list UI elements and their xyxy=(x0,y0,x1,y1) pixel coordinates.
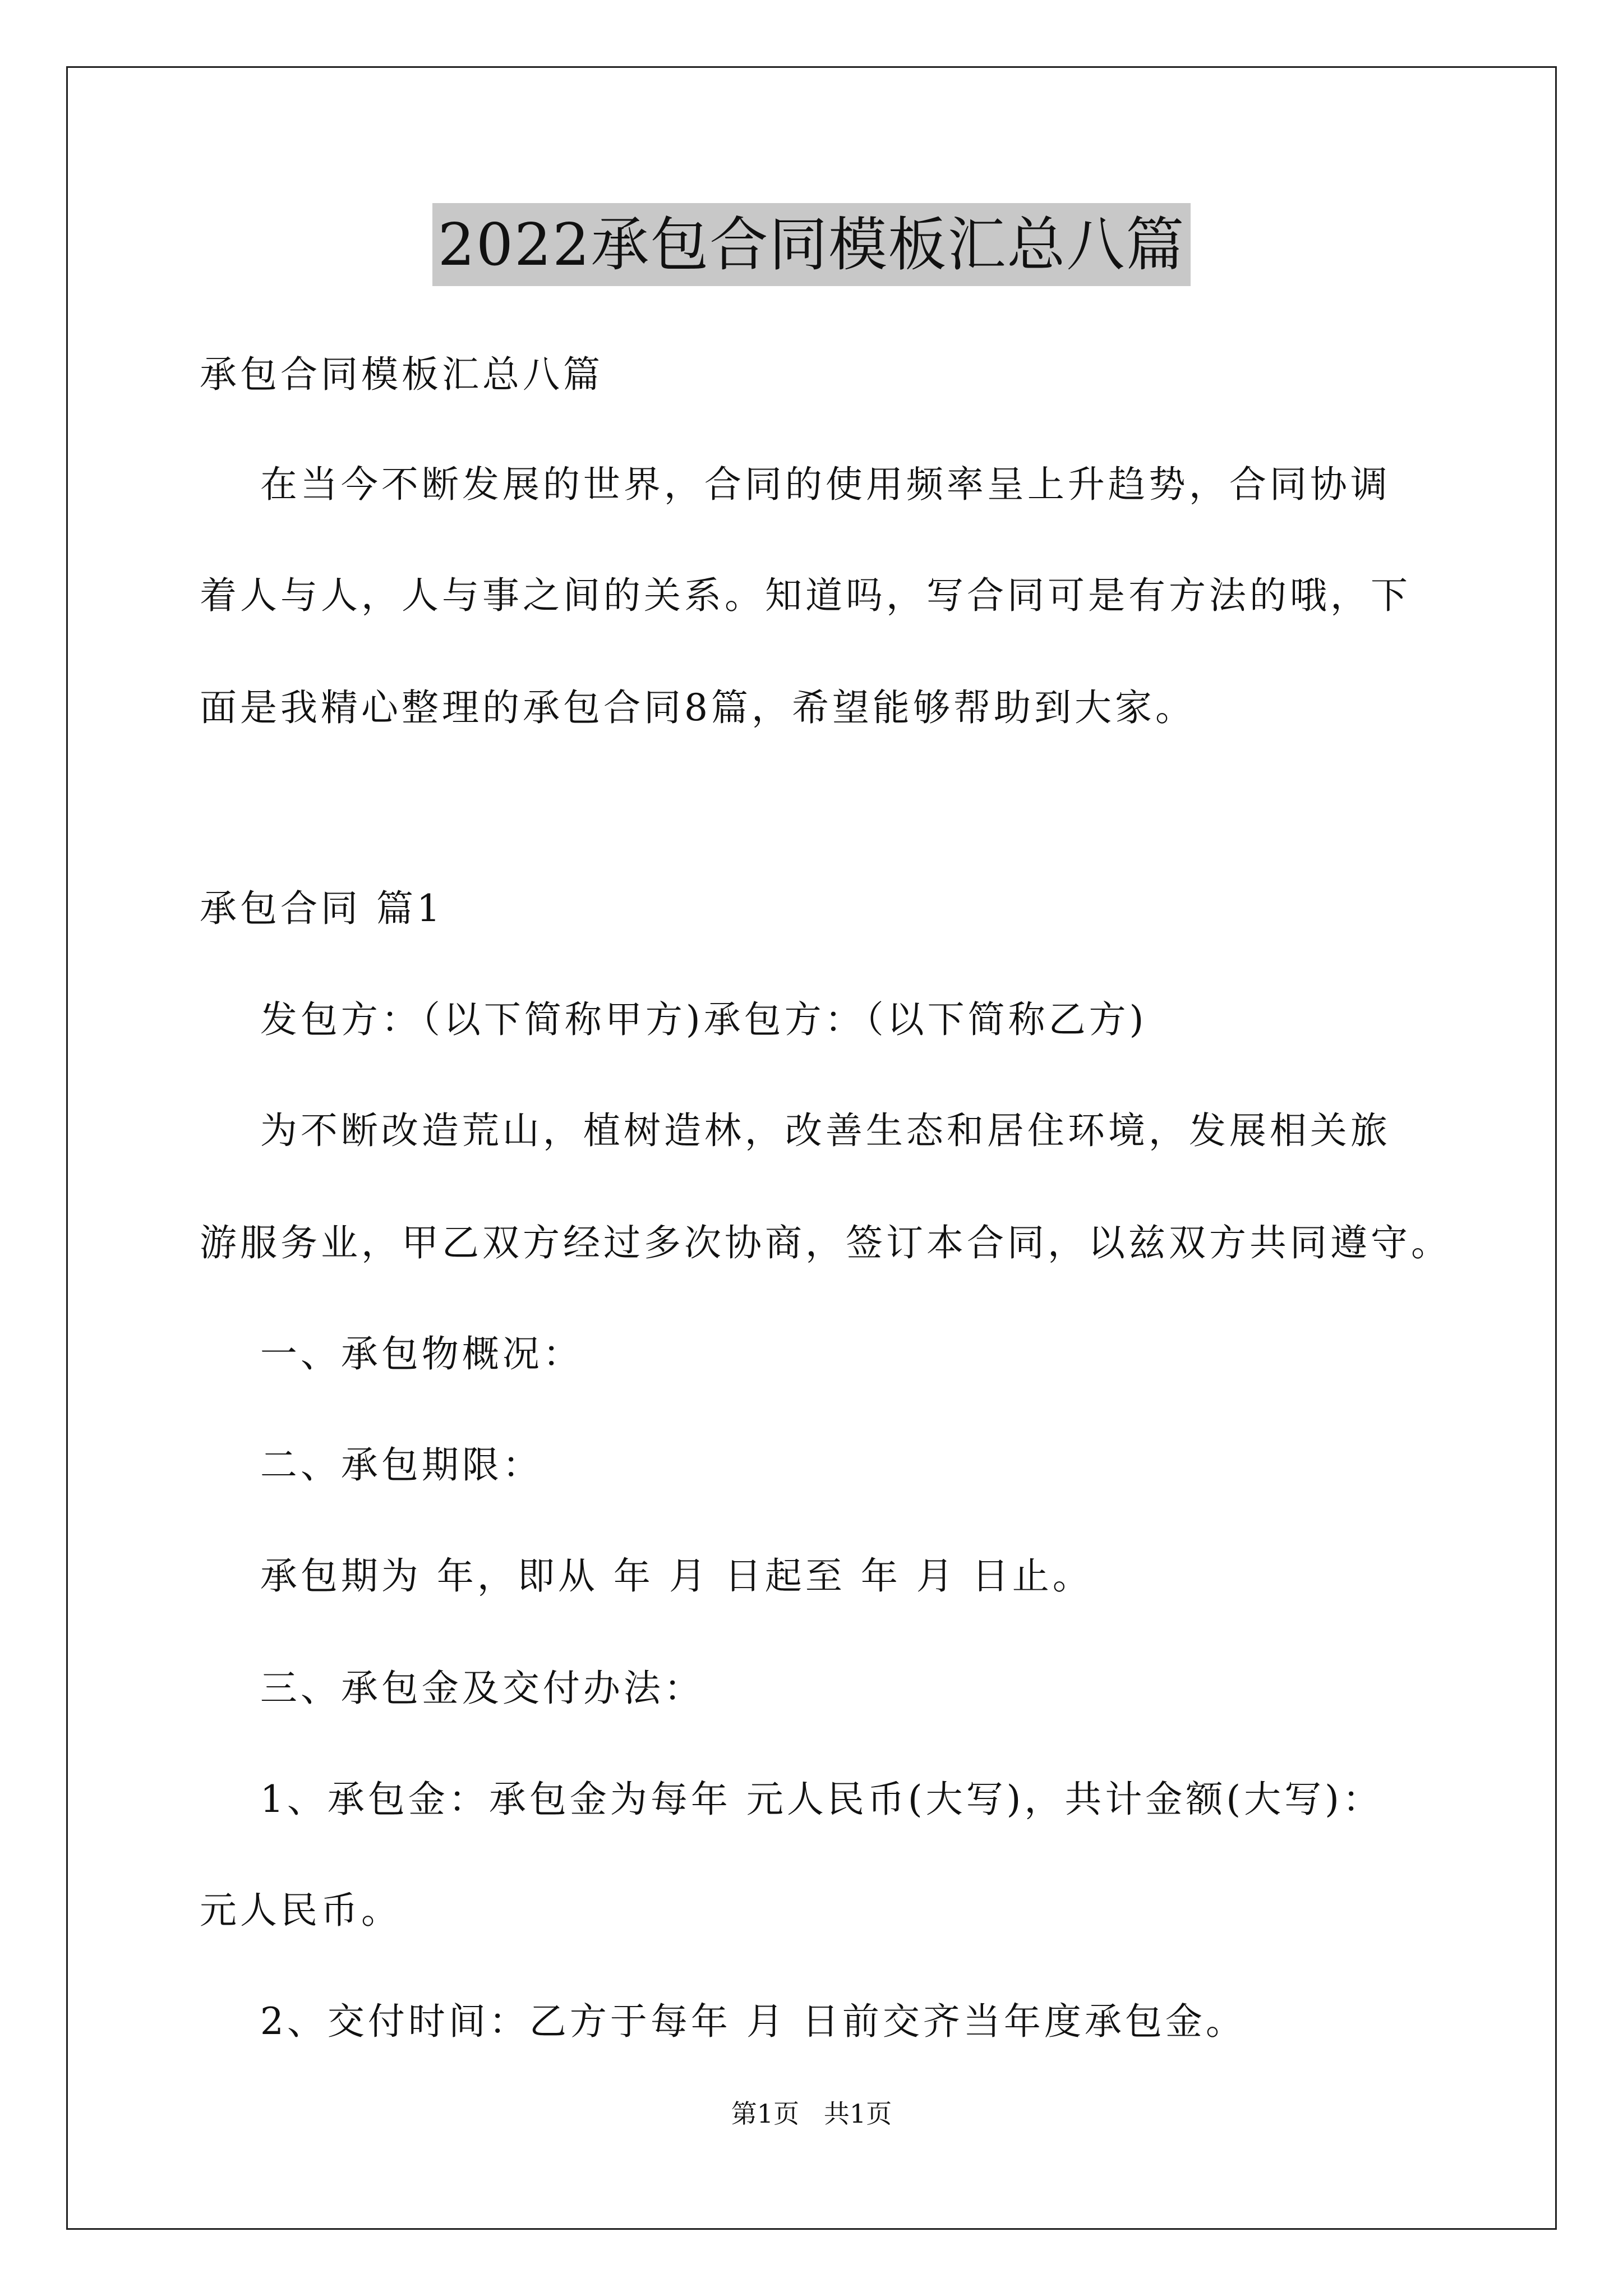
paragraph-line: 发包方：（以下简称甲方)承包方：（以下简称乙方) xyxy=(200,998,1147,1041)
paragraph-line: 一、承包物概况： xyxy=(200,1332,583,1375)
paragraph-line: 三、承包金及交付办法： xyxy=(200,1667,704,1710)
title-container xyxy=(0,203,1623,286)
paragraph-line: 着人与人，人与事之间的关系。知道吗，写合同可是有方法的哦，下 xyxy=(200,574,1411,617)
paragraph-line: 元人民币。 xyxy=(200,1889,402,1932)
document-title: 2022承包合同模板汇总八篇 xyxy=(432,203,1191,286)
paragraph-line: 面是我精心整理的承包合同8篇，希望能够帮助到大家。 xyxy=(200,686,1196,729)
page-number: 第1页 共1页 xyxy=(731,2099,892,2129)
doc-subtitle: 承包合同模板汇总八篇 xyxy=(200,353,603,396)
paragraph-line: 承包期为 年，即从 年 月 日起至 年 月 日止。 xyxy=(200,1554,1093,1598)
paragraph-line: 二、承包期限： xyxy=(200,1443,543,1487)
paragraph-line: 在当今不断发展的世界，合同的使用频率呈上升趋势，合同协调 xyxy=(200,463,1391,506)
section-heading: 承包合同 篇1 xyxy=(200,887,444,930)
paragraph-line: 游服务业，甲乙双方经过多次协商，签订本合同，以兹双方共同遵守。 xyxy=(200,1221,1451,1264)
paragraph-line: 1、承包金：承包金为每年 元人民币(大写)，共计金额(大写)： xyxy=(200,1778,1383,1821)
paragraph-line: 2、交付时间：乙方于每年 月 日前交齐当年度承包金。 xyxy=(200,2000,1246,2043)
paragraph-line: 为不断改造荒山，植树造林，改善生态和居住环境，发展相关旅 xyxy=(200,1109,1391,1152)
